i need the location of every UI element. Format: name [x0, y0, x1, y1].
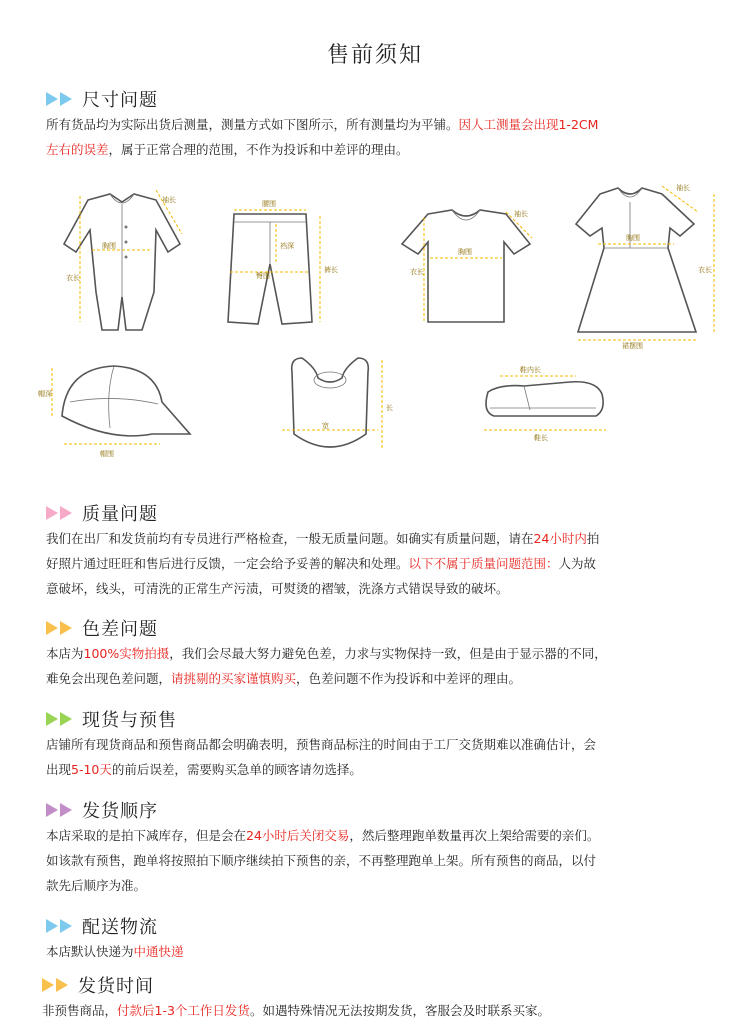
- shorts-icon: [228, 199, 338, 324]
- svg-text:胸围: 胸围: [102, 242, 116, 250]
- section-text: 店铺所有现货商品和预售商品都会明确表明，预售商品标注的时间由于工厂交货期难以准确估计，会 出现5-10天的前后误差，需要购买急单的顾客请勿选择。: [46, 737, 597, 777]
- double-arrow-icon: [46, 621, 74, 635]
- section-header: [46, 86, 716, 112]
- section-title: 现货与预售: [82, 710, 177, 731]
- svg-text:帽围: 帽围: [100, 450, 114, 458]
- section-title: 发货顺序: [82, 801, 158, 822]
- double-arrow-icon: [46, 919, 74, 933]
- double-arrow-icon: [46, 506, 74, 520]
- section-delivery: [46, 913, 716, 964]
- double-arrow-icon: [46, 803, 74, 817]
- svg-text:衣长: 衣长: [66, 274, 80, 282]
- section-stock-presale: [46, 706, 716, 782]
- svg-text:鞋内长: 鞋内长: [520, 366, 541, 374]
- svg-text:臀围: 臀围: [256, 272, 270, 280]
- section-title: 色差问题: [82, 619, 158, 640]
- section-text: 本店采取的是拍下减库存，但是会在24小时后关闭交易，然后整理跑单数量再次上架给需要的亲们。 如该款有预售，跑单将按照拍下顺序继续拍下预售的亲，不再整理跑单上架。所有预售的商品，以付 款先后顺序为准。: [46, 828, 600, 893]
- section-title: 发货时间: [78, 976, 154, 997]
- svg-text:腰围: 腰围: [262, 200, 276, 208]
- double-arrow-icon: [46, 92, 74, 106]
- svg-text:袖长: 袖长: [514, 210, 528, 218]
- svg-text:裤长: 裤长: [324, 266, 338, 274]
- dress-icon: [576, 183, 714, 350]
- section-text: 本店为100%实物拍摄，我们会尽最大努力避免色差，力求与实物保持一致，但是由于显示器的不同， 难免会出现色差问题，请挑剔的买家谨慎购买，色差问题不作为投诉和中差评的理由。: [46, 646, 607, 686]
- section-shipping-order: [46, 797, 716, 898]
- section-header: [46, 706, 716, 732]
- svg-text:衣长: 衣长: [410, 268, 424, 276]
- svg-text:胸围: 胸围: [626, 234, 640, 242]
- section-shipping-time: [42, 972, 712, 1023]
- svg-text:衣长: 衣长: [698, 266, 712, 274]
- section-title: 尺寸问题: [82, 90, 158, 111]
- svg-text:袖长: 袖长: [676, 184, 690, 192]
- section-color-difference: [46, 615, 716, 691]
- double-arrow-icon: [42, 978, 70, 992]
- section-text: 我们在出厂和发货前均有专员进行严格检查，一般无质量问题。如确实有质量问题，请在24小时内拍 好照片通过旺旺和售后进行反馈，一定会给予妥善的解决和处理。以下不属于质量问题范围：人为故 意破坏，线头，可清洗的正常生产污渍，可熨烫的褶皱，洗涤方式错误导致的破坏。: [46, 531, 600, 596]
- double-arrow-icon: [46, 712, 74, 726]
- svg-text:鞋长: 鞋长: [534, 434, 548, 442]
- bib-icon: [282, 358, 393, 448]
- svg-text:宽: 宽: [322, 422, 329, 430]
- svg-text:裙摆围: 裙摆围: [622, 342, 643, 350]
- section-title: 质量问题: [82, 504, 158, 525]
- measurement-illustration: [30, 172, 720, 462]
- tshirt-icon: [402, 209, 532, 322]
- svg-text:帽深: 帽深: [38, 390, 52, 398]
- section-text: 非预售商品，付款后1-3个工作日发货。如遇特殊情况无法按期发货，客服会及时联系买家。: [42, 1003, 550, 1018]
- section-text: 本店默认快递为中通快递: [46, 944, 184, 959]
- section-title: 配送物流: [82, 917, 158, 938]
- section-header: [46, 797, 716, 823]
- cap-icon: [38, 366, 190, 458]
- section-header: [46, 500, 716, 526]
- section-header: [46, 615, 716, 641]
- section-size: [46, 86, 716, 162]
- svg-text:胸围: 胸围: [458, 248, 472, 256]
- shoe-icon: [484, 365, 606, 442]
- page-title: 售前须知: [326, 43, 423, 68]
- section-text: 所有货品均为实际出货后测量，测量方式如下图所示，所有测量均为平铺。因人工测量会出现1-2CM 左右的误差，属于正常合理的范围，不作为投诉和中差评的理由。: [46, 117, 599, 157]
- section-quality: [46, 500, 716, 601]
- svg-text:袖长: 袖长: [162, 196, 176, 204]
- romper-icon: [64, 190, 182, 330]
- svg-text:裆深: 裆深: [280, 242, 294, 250]
- svg-text:长: 长: [386, 404, 393, 412]
- section-header: [46, 913, 716, 939]
- section-header: [42, 972, 712, 998]
